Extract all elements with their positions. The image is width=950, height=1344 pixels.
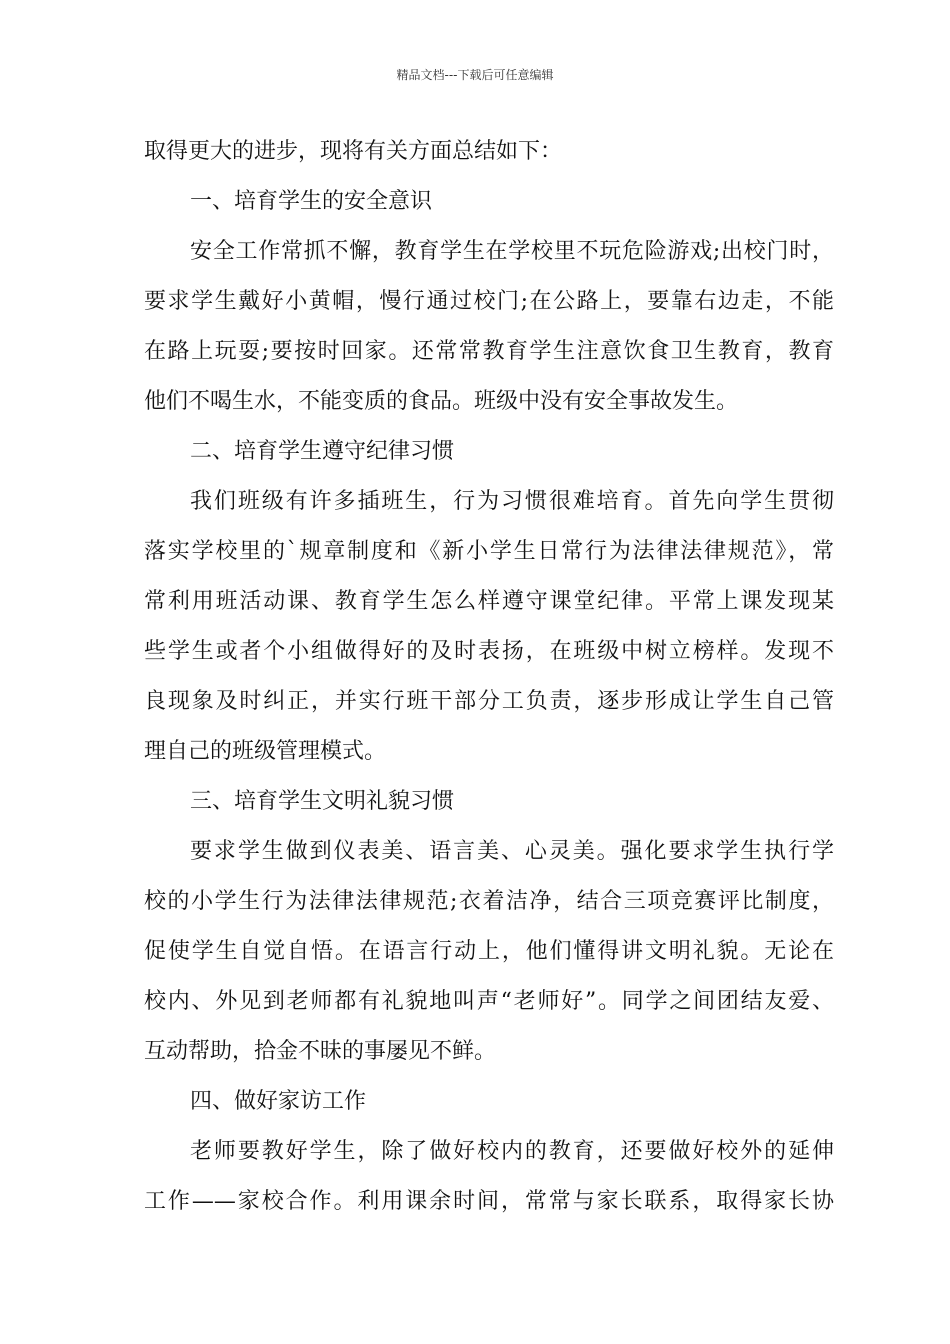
paragraph-line: 取得更大的进步，现将有关方面总结如下： bbox=[144, 139, 563, 164]
paragraph-line: 校内、外见到老师都有礼貌地叫声“老师好”。同学之间团结友爱、 bbox=[144, 989, 834, 1014]
section-heading-4: 四、做好家访工作 bbox=[190, 1089, 367, 1114]
section-heading-1: 一、培育学生的安全意识 bbox=[190, 189, 433, 214]
paragraph-line: 互动帮助，拾金不昧的事屡见不鲜。 bbox=[144, 1039, 497, 1064]
paragraph-line: 校的小学生行为法律法律规范;衣着洁净，结合三项竞赛评比制度， bbox=[144, 889, 834, 914]
section-heading-2: 二、培育学生遵守纪律习惯 bbox=[190, 439, 455, 464]
paragraph-line: 工作——家校合作。利用课余时间，常常与家长联系，取得家长协 bbox=[144, 1189, 834, 1214]
paragraph-line: 我们班级有许多插班生，行为习惯很难培育。首先向学生贯彻 bbox=[190, 489, 834, 514]
paragraph-line: 良现象及时纠正，并实行班干部分工负责，逐步形成让学生自己管 bbox=[144, 689, 834, 714]
paragraph-line: 要求学生戴好小黄帽，慢行通过校门;在公路上，要靠右边走，不能 bbox=[144, 289, 834, 314]
paragraph-line: 理自己的班级管理模式。 bbox=[144, 739, 387, 764]
document-body bbox=[144, 127, 834, 1227]
paragraph-line: 要求学生做到仪表美、语言美、心灵美。强化要求学生执行学 bbox=[190, 839, 834, 864]
paragraph-line: 他们不喝生水，不能变质的食品。班级中没有安全事故发生。 bbox=[144, 389, 739, 414]
paragraph-line: 促使学生自觉自悟。在语言行动上，他们懂得讲文明礼貌。无论在 bbox=[144, 939, 834, 964]
section-heading-3: 三、培育学生文明礼貌习惯 bbox=[190, 789, 455, 814]
paragraph-line: 老师要教好学生，除了做好校内的教育，还要做好校外的延伸 bbox=[190, 1139, 834, 1164]
paragraph-line: 安全工作常抓不懈，教育学生在学校里不玩危险游戏;出校门时， bbox=[190, 239, 834, 264]
paragraph-line: 些学生或者个小组做得好的及时表扬，在班级中树立榜样。发现不 bbox=[144, 639, 834, 664]
paragraph-line: 落实学校里的`规章制度和《新小学生日常行为法律法律规范》，常 bbox=[144, 539, 834, 564]
paragraph-line: 常利用班活动课、教育学生怎么样遵守课堂纪律。平常上课发现某 bbox=[144, 589, 834, 614]
paragraph-line: 在路上玩耍;要按时回家。还常常教育学生注意饮食卫生教育，教育 bbox=[144, 339, 834, 364]
page-header: 精品文档---下载后可任意编辑 bbox=[396, 68, 554, 82]
